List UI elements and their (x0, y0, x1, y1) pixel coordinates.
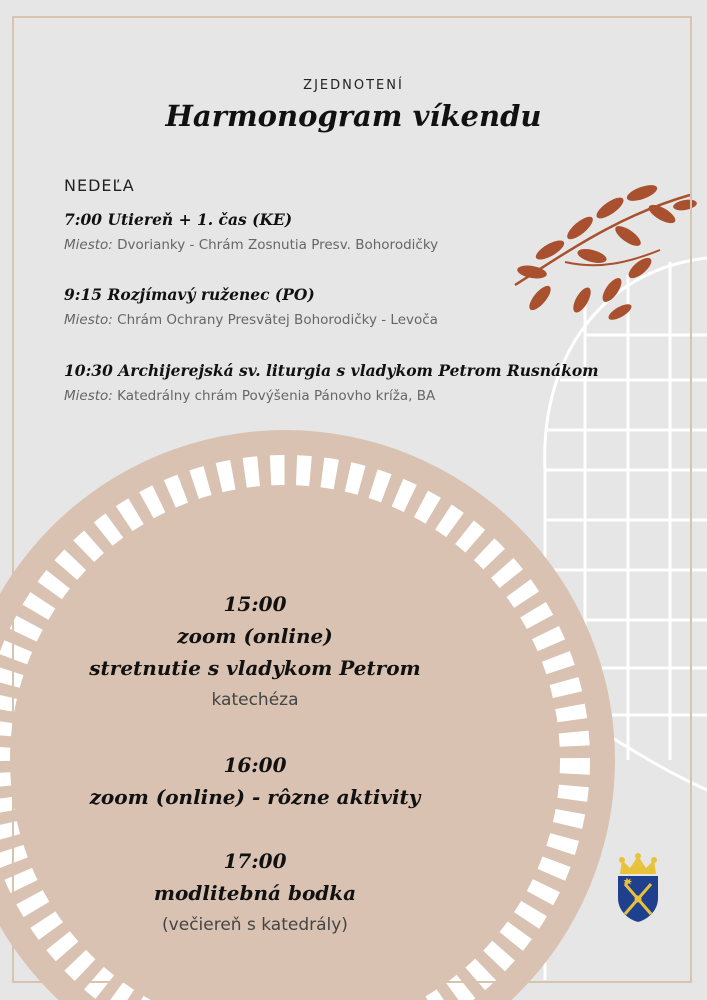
event-subtitle: (večiereň s katedrály) (162, 915, 348, 935)
event-item (64, 361, 599, 404)
event-subtitle: katechéza (211, 690, 299, 710)
page-title: Harmonogram víkendu (165, 99, 542, 133)
event-place (64, 312, 438, 328)
place-text: Chrám Ochrany Presvätej Bohorodičky - Levoča (117, 312, 438, 328)
place-text: Katedrálny chrám Povýšenia Pánovho kríža, BA (117, 388, 436, 404)
event-title: 10:30 Archijerejská sv. liturgia s vladykom Petrom Rusnákom (64, 361, 599, 380)
event-item (64, 210, 438, 253)
header-kicker: ZJEDNOTENÍ (303, 78, 404, 93)
page-frame (12, 16, 692, 983)
event-title: 9:15 Rozjímavý ruženec (PO) (64, 285, 315, 304)
event-item (64, 285, 438, 328)
event-line: zoom (online) - rôzne aktivity (89, 785, 421, 809)
event-time: 15:00 (223, 592, 287, 616)
place-label: Miesto: (64, 388, 113, 404)
place-label: Miesto: (64, 312, 113, 328)
event-place (64, 388, 599, 404)
event-place (64, 237, 438, 253)
afternoon-event (70, 588, 440, 716)
place-label: Miesto: (64, 237, 113, 253)
coat-of-arms-icon (610, 852, 666, 924)
afternoon-event (70, 749, 440, 813)
header (0, 78, 707, 133)
event-time: 17:00 (223, 849, 287, 873)
event-line: stretnutie s vladykom Petrom (89, 656, 421, 680)
afternoon-event (70, 845, 440, 941)
event-title: 7:00 Utiereň + 1. čas (KE) (64, 210, 293, 229)
event-line: zoom (online) (177, 624, 333, 648)
event-time: 16:00 (223, 753, 287, 777)
day-label: NEDEĽA (64, 176, 135, 195)
event-line: modlitebná bodka (153, 881, 357, 905)
place-text: Dvorianky - Chrám Zosnutia Presv. Bohorodičky (117, 237, 439, 253)
